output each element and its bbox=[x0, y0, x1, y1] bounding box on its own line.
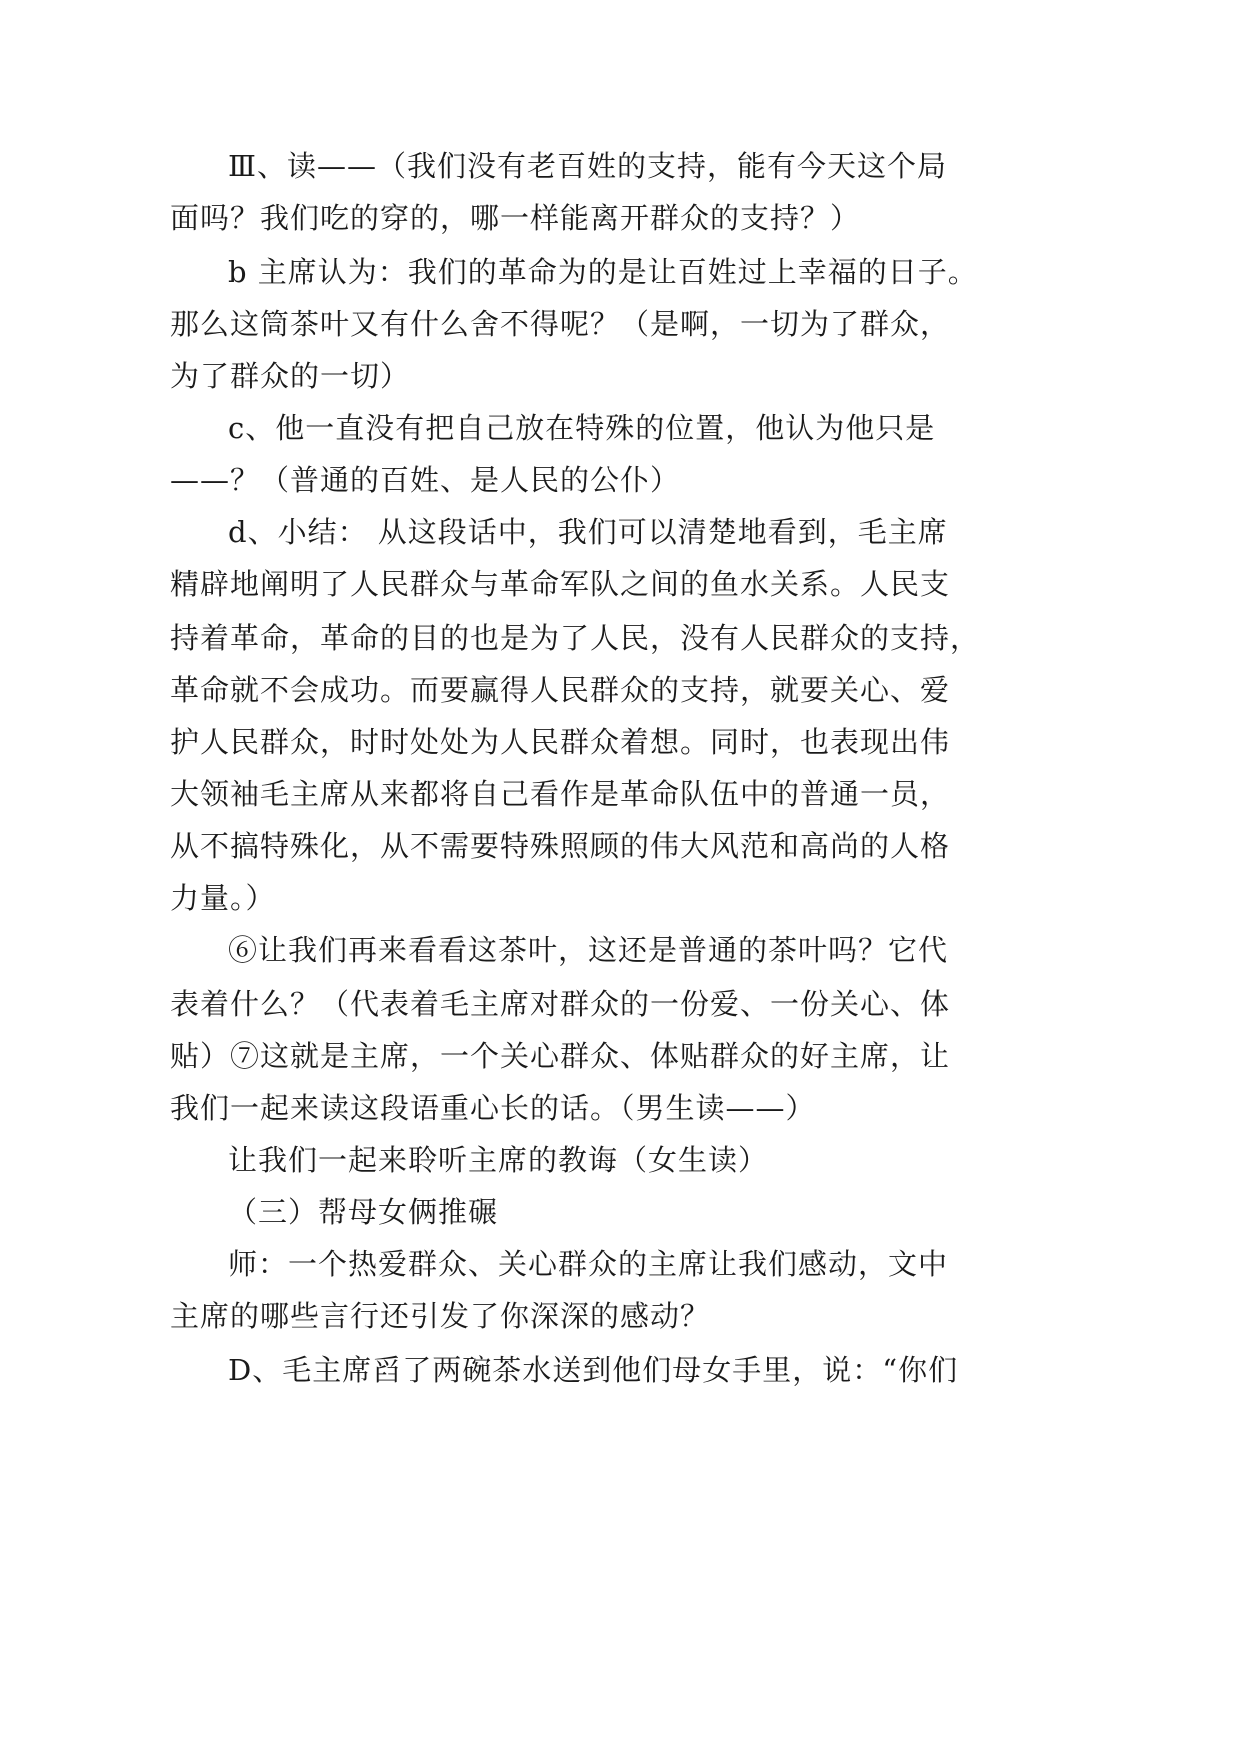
text-line: 面吗？我们吃的穿的，哪一样能离开群众的支持？） bbox=[170, 201, 861, 235]
text-line: 师：一个热爱群众、关心群众的主席让我们感动，文中 bbox=[228, 1247, 949, 1281]
text-line: 主席的哪些言行还引发了你深深的感动？ bbox=[170, 1299, 711, 1333]
text-line: 我们一起来读这段语重心长的话。（男生读——） bbox=[170, 1091, 816, 1125]
text-line: b 主席认为：我们的革命为的是让百姓过上幸福的日子。 bbox=[228, 255, 978, 289]
text-line: 为了群众的一切） bbox=[170, 359, 411, 393]
text-line: c、他一直没有把自己放在特殊的位置，他认为他只是 bbox=[228, 411, 936, 445]
text-line: 精辟地阐明了人民群众与革命军队之间的鱼水关系。人民支 bbox=[170, 567, 951, 601]
text-line: 那么这筒茶叶又有什么舍不得呢？（是啊，一切为了群众， bbox=[170, 307, 951, 341]
text-line: 持着革命，革命的目的也是为了人民，没有人民群众的支持， bbox=[170, 621, 981, 655]
section-heading: （三）帮母女俩推碾 bbox=[228, 1195, 499, 1229]
text-line: 大领袖毛主席从来都将自己看作是革命队伍中的普通一员， bbox=[170, 777, 951, 811]
text-line: 表着什么？（代表着毛主席对群众的一份爱、一份关心、体 bbox=[170, 987, 951, 1021]
text-line: 护人民群众，时时处处为人民群众着想。同时，也表现出伟 bbox=[170, 725, 951, 759]
text-line: 革命就不会成功。而要赢得人民群众的支持，就要关心、爱 bbox=[170, 673, 951, 707]
text-line: 贴）⑦这就是主席，一个关心群众、体贴群众的好主席，让 bbox=[170, 1039, 951, 1073]
text-line: ——？（普通的百姓、是人民的公仆） bbox=[170, 463, 681, 497]
text-line: D、毛主席舀了两碗茶水送到他们母女手里，说：“你们 bbox=[228, 1353, 959, 1387]
text-line: 从不搞特殊化，从不需要特殊照顾的伟大风范和高尚的人格 bbox=[170, 829, 951, 863]
text-line: 让我们一起来聆听主席的教诲（女生读） bbox=[228, 1143, 769, 1177]
text-line: 力量。） bbox=[170, 881, 276, 915]
text-line: Ⅲ、读——（我们没有老百姓的支持，能有今天这个局 bbox=[228, 149, 947, 183]
text-line: d、小结： 从这段话中，我们可以清楚地看到，毛主席 bbox=[228, 515, 948, 549]
text-line: ⑥让我们再来看看这茶叶，这还是普通的茶叶吗？它代 bbox=[228, 933, 949, 967]
